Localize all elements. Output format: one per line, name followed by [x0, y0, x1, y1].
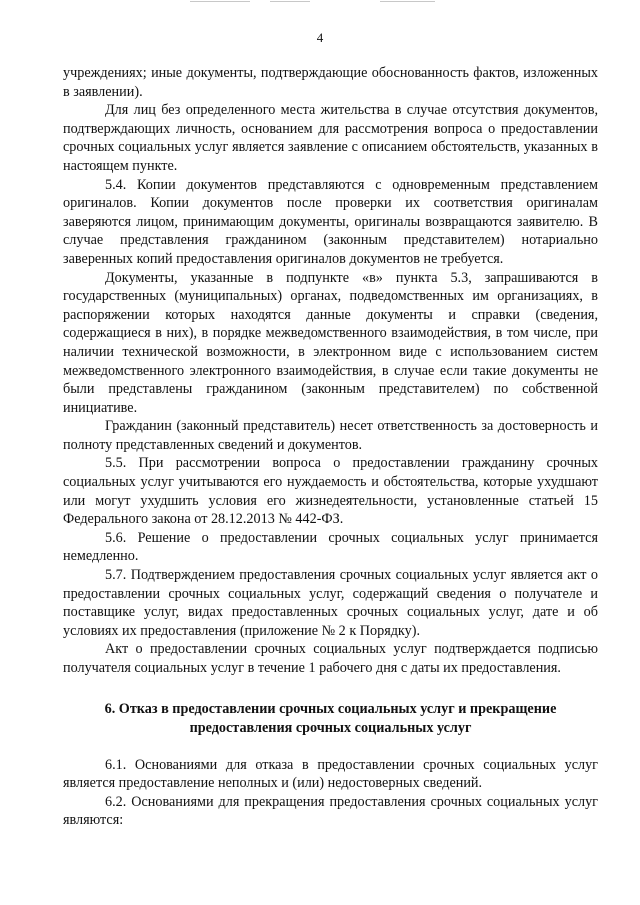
section-6-heading: 6. Отказ в предоставлении срочных социальных услуг и прекращение предоставления срочных социальных услуг [104, 700, 557, 736]
paragraph-homeless: Для лиц без определенного места жительства в случае отсутствия документов, подтверждающих личность, основанием для рассмотрения вопроса о предоставлении срочных социальных услуг является заявление с описанием обстоятельств, указанных в настоящем пункте. [63, 102, 598, 174]
paragraph-6-1: 6.1. Основаниями для отказа в предоставлении срочных социальных услуг является предоставление неполных и (или) недостоверных сведений. [63, 756, 598, 792]
paragraph-6-2: 6.2. Основаниями для прекращения предоставления срочных социальных услуг являются: [63, 793, 598, 829]
page-number: 4 [316, 30, 324, 45]
paragraph-documents-requested: Документы, указанные в подпункте «в» пункта 5.3, запрашиваются в государственных (муниципальных) органах, подведомственных им организациях, в распоряжении которых находятся данные документы и справки (сведения, содержащиеся в них), в порядке межведомственного взаимодействия, в том числе, при наличии технической возможности, в электронном виде с использованием систем межведомственного электронного взаимодействия, в случае если такие документы не были представлены гражданином (законным представителем) по собственной инициативе. [63, 269, 598, 416]
paragraph-responsibility: Гражданин (законный представитель) несет ответственность за достоверность и полноту представленных сведений и документов. [63, 418, 598, 453]
paragraph-act-confirmation: Акт о предоставлении срочных социальных услуг подтверждается подписью получателя социальных услуг в течение 1 рабочего дня с даты их предоставления. [63, 641, 598, 676]
paragraph-continuation: учреждениях; иные документы, подтверждающие обоснованность фактов, изложенных в заявлении). [63, 65, 598, 100]
scan-top-marks [0, 0, 640, 6]
paragraph-5-6: 5.6. Решение о предоставлении срочных социальных услуг принимается немедленно. [63, 529, 598, 565]
paragraph-5-5: 5.5. При рассмотрении вопроса о предоставлении гражданину срочных социальных услуг учитываются его нуждаемость и обстоятельства, которые ухудшают или могут ухудшить условия его жизнедеятельности, установленные статьей 15 Федерального закона от 28.12.2013 № 442-ФЗ. [63, 455, 598, 528]
document-body [63, 64, 598, 830]
paragraph-5-7: 5.7. Подтверждением предоставления срочных социальных услуг является акт о предоставлении срочных социальных услуг, содержащий сведения о получателе и поставщике услуг, видах предоставленных срочных социальных услуг, дате и об условиях их предоставления (приложение № 2 к Порядку). [63, 567, 598, 639]
paragraph-5-4: 5.4. Копии документов представляются с одновременным представлением оригиналов. Копии документов после проверки их соответствия оригиналам заверяются лицом, принимающим документы, оригиналы возвращаются заявителю. В случае представления гражданином (законным представителем) нотариально заверенных копий предоставления оригиналов документов не требуется. [63, 176, 598, 267]
